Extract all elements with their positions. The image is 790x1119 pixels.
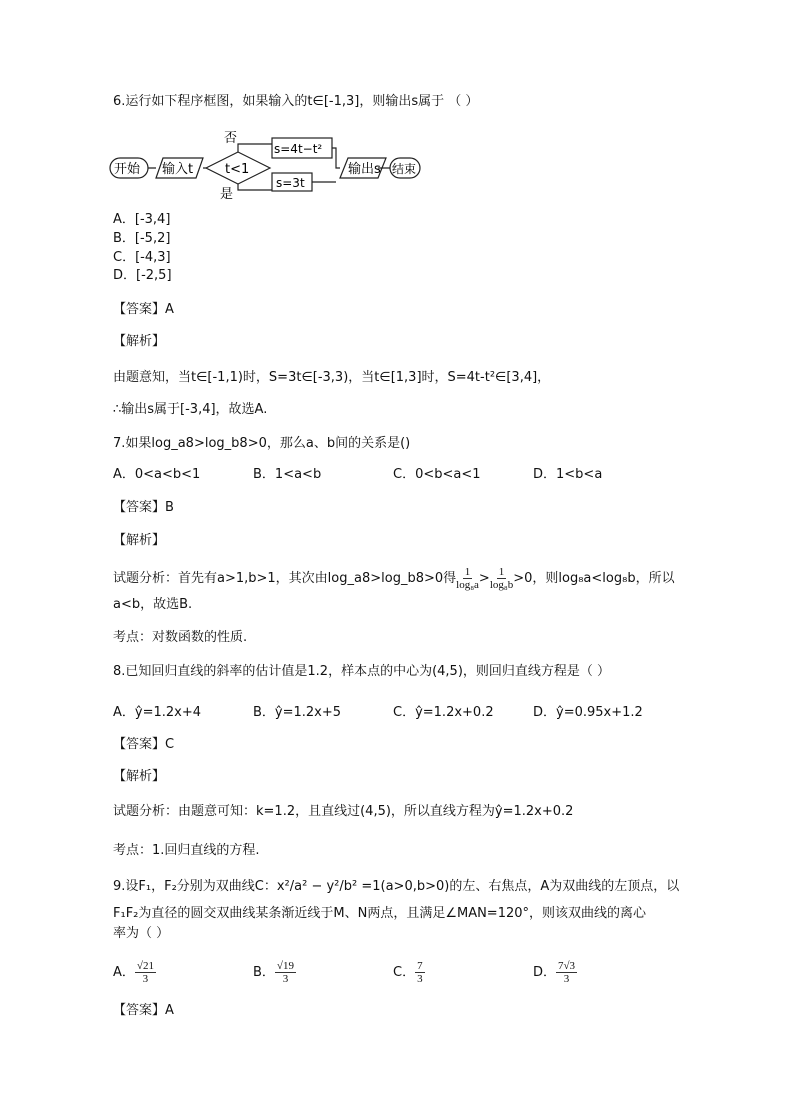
q6-stem: 6.运行如下程序框图，如果输入的t∈[-1,3]，则输出s属于 （ ）	[113, 94, 479, 109]
q6-option-b: B．[-5,2]	[113, 231, 171, 246]
q8-analysis-label: 【解析】	[113, 769, 166, 784]
flow-f1: s=4t−t²	[274, 142, 323, 156]
q9-stem-3: 率为（ ）	[113, 926, 170, 941]
flow-yes: 是	[220, 187, 234, 200]
q8-option-c: C．ŷ=1.2x+0.2	[393, 705, 494, 720]
q7-analysis-1	[113, 566, 675, 591]
q7-option-c: C．0<b<a<1	[393, 467, 481, 482]
q9-option-c: C． $\frac{7}{3}$	[393, 960, 423, 985]
q6-option-c: C．[-4,3]	[113, 250, 171, 265]
gt: >	[478, 571, 490, 586]
q6-option-d: D．[-2,5]	[113, 268, 172, 283]
q8-stem: 8.已知回归直线的斜率的估计值是1.2，样本点的中心为(4,5)，则回归直线方程是（ ）	[113, 664, 611, 679]
q8-option-b: B．ŷ=1.2x+5	[253, 705, 342, 720]
q8-option-d: D．ŷ=0.95x+1.2	[533, 705, 643, 720]
flow-f2: s=3t	[276, 176, 305, 190]
q6-analysis-1: 由题意知，当t∈[-1,1)时，S=3t∈[-3,3)，当t∈[1,3]时，S=4t-t²∈[3,4]，	[113, 370, 551, 385]
q7-analysis-2: a<b，故选B.	[113, 597, 193, 612]
q7-point: 考点：对数函数的性质.	[113, 630, 248, 645]
q6-option-a: A．[-3,4]	[113, 212, 171, 227]
q9-stem-2: F₁F₂为直径的圆交双曲线某条渐近线于M、N两点，且满足∠MAN=120°，则该双曲线的离心	[113, 906, 647, 921]
q9-stem-1: 9.设F₁，F₂分别为双曲线C：x²/a² − y²/b² =1(a>0,b>0)的左、右焦点，A为双曲线的左顶点，以	[113, 879, 680, 894]
q8-analysis: 试题分析：由题意可知：k=1.2，且直线过(4,5)，所以直线方程为ŷ=1.2x+0.2	[113, 804, 574, 819]
q9-option-b: B． $\frac{√19}{3}$	[253, 960, 294, 985]
flow-output: 输出s	[348, 162, 381, 177]
flow-input: 输入t	[162, 162, 194, 177]
q6-analysis-2: ∴输出s属于[-3,4]，故选A.	[113, 402, 268, 417]
q6-analysis-label: 【解析】	[113, 334, 166, 349]
q7-analysis-a: 试题分析：首先有a>1,b>1，其次由log_a8>log_b8>0得	[113, 571, 457, 586]
flow-no: 否	[224, 131, 238, 146]
q7-analysis-b: >0，则log₈a<log₈b，所以	[513, 571, 675, 586]
fraction: $\frac{1}{\text{log₈a}}$	[456, 566, 479, 591]
flow-end: 结束	[392, 162, 417, 176]
q9-option-d: D． $\frac{7√3}{3}$	[533, 960, 576, 985]
q9-option-a: A． $\frac{√21}{3}$	[113, 960, 154, 985]
q8-point: 考点：1.回归直线的方程.	[113, 843, 260, 858]
flow-start: 开始	[114, 162, 141, 177]
q6-answer: 【答案】A	[113, 302, 174, 317]
q7-answer: 【答案】B	[113, 500, 174, 515]
q7-option-b: B．1<a<b	[253, 467, 322, 482]
q7-analysis-label: 【解析】	[113, 533, 166, 548]
q6-flowchart	[108, 128, 428, 200]
q7-stem: 7.如果log_a8>log_b8>0，那么a、b间的关系是()	[113, 436, 411, 451]
q9-options	[113, 960, 673, 988]
flow-cond: t<1	[225, 162, 250, 177]
fraction: $\frac{1}{\text{log₈b}}$	[489, 566, 514, 591]
q7-option-d: D．1<b<a	[533, 467, 603, 482]
q9-answer: 【答案】A	[113, 1003, 174, 1018]
q8-option-a: A．ŷ=1.2x+4	[113, 705, 202, 720]
q8-answer: 【答案】C	[113, 737, 175, 752]
q7-option-a: A．0<a<b<1	[113, 467, 201, 482]
